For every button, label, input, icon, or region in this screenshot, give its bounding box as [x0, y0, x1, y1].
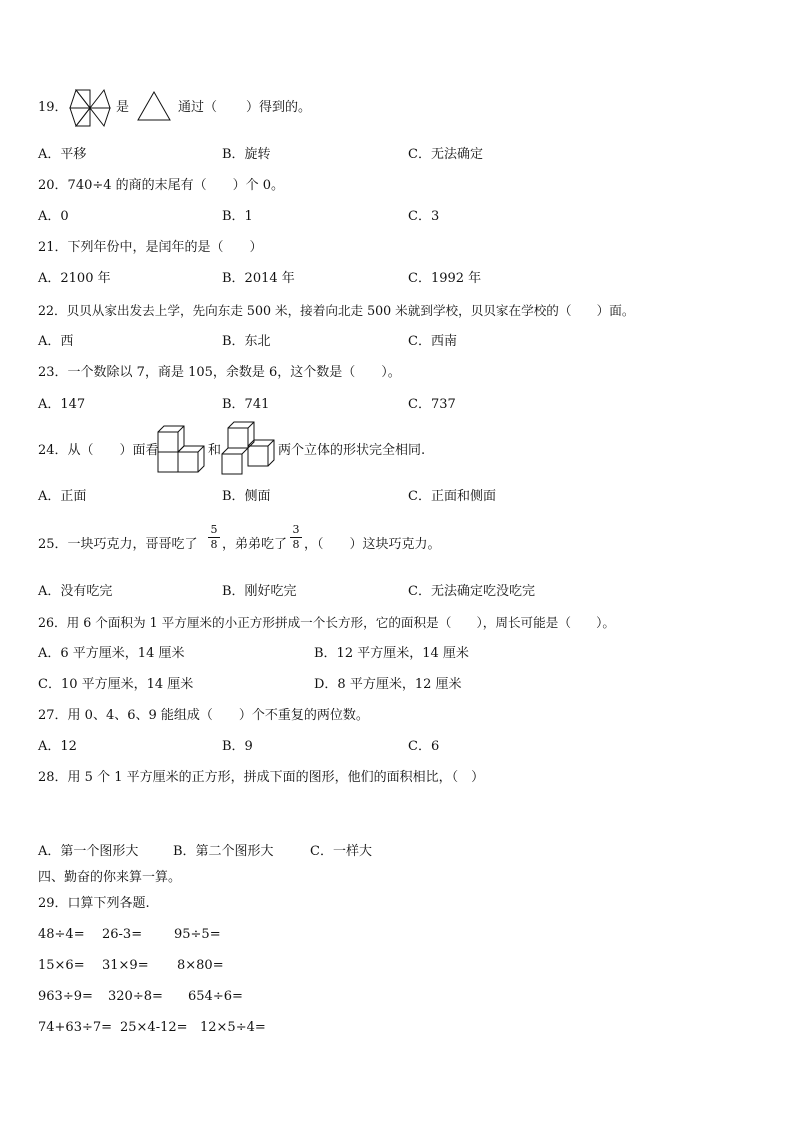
calc-item: 12×5÷4=: [200, 1020, 266, 1035]
q26-option-b[interactable]: B．12 平方厘米，14 厘米: [314, 646, 469, 661]
calc-item: 654÷6=: [188, 989, 243, 1004]
q22-option-a[interactable]: A．西: [38, 334, 74, 349]
q22-option-c[interactable]: C．西南: [408, 334, 457, 349]
q27-option-c[interactable]: C．6: [408, 739, 440, 754]
q26-stem: 26．用 6 个面积为 1 平方厘米的小正方形拼成一个长方形，它的面积是（ ），周长可能是（ ）。: [38, 615, 615, 630]
q28-stem: 28．用 5 个 1 平方厘米的正方形，拼成下面的图形，他们的面积相比，（ ）: [38, 770, 485, 785]
q26-option-c[interactable]: C．10 平方厘米，14 厘米: [38, 677, 194, 692]
calc-item: 25×4-12=: [120, 1020, 188, 1035]
q20-option-b[interactable]: B．1: [222, 209, 253, 224]
q19-stem: [38, 100, 68, 116]
q24-stem-post: 两个立体的形状完全相同.: [278, 443, 426, 458]
q21-option-b[interactable]: B．2014 年: [222, 271, 295, 286]
q21-stem: 21．下列年份中，是闰年的是（ ）: [38, 240, 263, 255]
q19-option-c[interactable]: C．无法确定: [408, 147, 483, 162]
triangle-figure: [136, 90, 172, 122]
calc-item: 26-3=: [102, 927, 143, 942]
q28-option-a[interactable]: A．第一个图形大: [38, 844, 139, 859]
q25-fraction-2-denominator: 8: [292, 538, 300, 551]
calc-item: 15×6=: [38, 958, 85, 973]
q25-stem-pre: 25．一块巧克力，哥哥吃了: [38, 537, 198, 552]
q21-option-a[interactable]: A．2100 年: [38, 271, 111, 286]
q28-option-c[interactable]: C．一样大: [310, 844, 372, 859]
q23-option-b[interactable]: B．741: [222, 397, 270, 412]
q25-option-b[interactable]: B．刚好吃完: [222, 584, 297, 599]
q19-via-text: 通过（: [178, 100, 218, 115]
calc-item: 320÷8=: [108, 989, 163, 1004]
q23-stem: 23．一个数除以 7，商是 105，余数是 6，这个数是（ ）。: [38, 365, 401, 380]
q27-option-b[interactable]: B．9: [222, 739, 253, 754]
q25-fraction-1: [208, 524, 220, 551]
pinwheel-figure: [68, 88, 112, 128]
q19-tail-text: ）得到的。: [246, 100, 312, 115]
q24-and-text: 和: [208, 443, 222, 458]
q25-option-c[interactable]: C．无法确定吃没吃完: [408, 584, 535, 599]
q22-option-b[interactable]: B．东北: [222, 334, 271, 349]
q27-option-a[interactable]: A．12: [38, 739, 77, 754]
q21-option-c[interactable]: C．1992 年: [408, 271, 482, 286]
q24-option-a[interactable]: A．正面: [38, 489, 87, 504]
q24-option-c[interactable]: C．正面和侧面: [408, 489, 496, 504]
calc-item: 31×9=: [102, 958, 149, 973]
q25-fraction-2: [290, 524, 302, 551]
q19-number: 19．: [38, 100, 68, 115]
q20-option-c[interactable]: C．3: [408, 209, 440, 224]
q25-fraction-1-denominator: 8: [210, 538, 218, 551]
calc-item: 8×80=: [177, 958, 224, 973]
q25-fraction-1-numerator: 5: [210, 523, 218, 536]
q25-option-a[interactable]: A．没有吃完: [38, 584, 113, 599]
calc-item: 95÷5=: [174, 927, 221, 942]
calc-item: 963÷9=: [38, 989, 93, 1004]
q29-stem: 29．口算下列各题.: [38, 896, 150, 911]
q23-option-c[interactable]: C．737: [408, 397, 456, 412]
calc-item: 48÷4=: [38, 927, 85, 942]
q20-stem: 20．740÷4 的商的末尾有（ ）个 0。: [38, 178, 285, 193]
q25-stem-mid: ，弟弟吃了: [222, 537, 288, 552]
q27-stem: 27．用 0、4、6、9 能组成（ ）个不重复的两位数。: [38, 708, 369, 723]
q22-stem: 22．贝贝从家出发去上学，先向东走 500 米，接着向北走 500 米就到学校，贝贝家在学校的（ ）面。: [38, 303, 635, 318]
q26-option-d[interactable]: D．8 平方厘米，12 厘米: [314, 677, 462, 692]
q19-option-b[interactable]: B．旋转: [222, 147, 271, 162]
q19-is-text: 是: [116, 100, 130, 115]
cube-stack-figure-1: [156, 424, 208, 474]
q19-option-a[interactable]: A．平移: [38, 147, 87, 162]
section-heading: 四、勤奋的你来算一算。: [38, 870, 182, 885]
q20-option-a[interactable]: A．0: [38, 209, 69, 224]
q24-option-b[interactable]: B．侧面: [222, 489, 271, 504]
q26-option-a[interactable]: A．6 平方厘米，14 厘米: [38, 646, 185, 661]
q25-fraction-2-numerator: 3: [292, 523, 300, 536]
q25-stem-post: ，（ ）这块巧克力。: [304, 537, 441, 552]
q28-option-b[interactable]: B．第二个图形大: [173, 844, 274, 859]
cube-stack-figure-2: [220, 420, 278, 478]
q24-stem-pre: 24．从（ ）面看: [38, 443, 159, 458]
q23-option-a[interactable]: A．147: [38, 397, 86, 412]
calc-item: 74+63÷7=: [38, 1020, 113, 1035]
